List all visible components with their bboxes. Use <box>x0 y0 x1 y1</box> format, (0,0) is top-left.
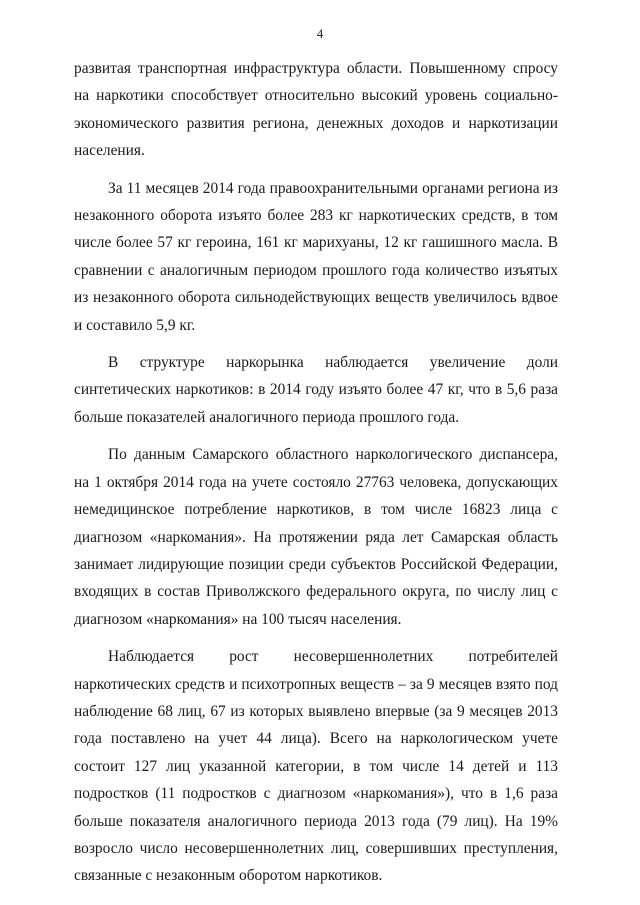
paragraph-seizures: За 11 месяцев 2014 года правоохранительными органами региона из незаконного оборота изъято более 283 кг наркотических средств, в том числе более 57 кг героина, 161 кг марихуаны, 12 кг гашишного масла. В сравнении с аналогичным периодом прошлого года количество изъятых из незаконного оборота сильнодействующих веществ увеличилось вдвое и составило 5,9 кг. <box>74 179 558 334</box>
page-number: 4 <box>316 26 324 41</box>
paragraph-continuation: развитая транспортная инфраструктура области. Повышенному спросу на наркотики способствует относительно высокий уровень социально-экономического развития региона, денежных доходов и наркотизации населения. <box>74 60 558 160</box>
paragraph-minors: Наблюдается рост несовершеннолетних потребителей наркотических средств и психотропных веществ – за 9 месяцев взято под наблюдение 68 лиц, 67 из которых выявлено впервые (за 9 месяцев 2013 года поставлено на учет 44 лица). Всего на наркологическом учете состоит 127 лиц указанной категории, в том числе 14 детей и 113 подростков (11 подростков с диагнозом «наркомания»), что в 1,6 раза больше показателя аналогичного периода 2013 года (79 лиц). На 19% возросло число несовершеннолетних лиц, совершивших преступления, связанные с незаконным оборотом наркотиков. <box>74 648 558 885</box>
document-body <box>74 55 558 890</box>
paragraph-synthetic-drugs: В структуре наркорынка наблюдается увеличение доли синтетических наркотиков: в 2014 году изъято более 47 кг, что в 5,6 раза больше показателей аналогичного периода прошлого года. <box>74 354 558 426</box>
paragraph-dispensary-data: По данным Самарского областного наркологического диспансера, на 1 октября 2014 года на учете состояло 27763 человека, допускающих немедицинское потребление наркотиков, в том числе 16823 лица с диагнозом «наркомания». На протяжении ряда лет Самарская область занимает лидирующие позиции среди субъектов Российской Федерации, входящих в состав Приволжского федерального округа, по числу лиц с диагнозом «наркомания» на 100 тысяч населения. <box>74 446 558 628</box>
